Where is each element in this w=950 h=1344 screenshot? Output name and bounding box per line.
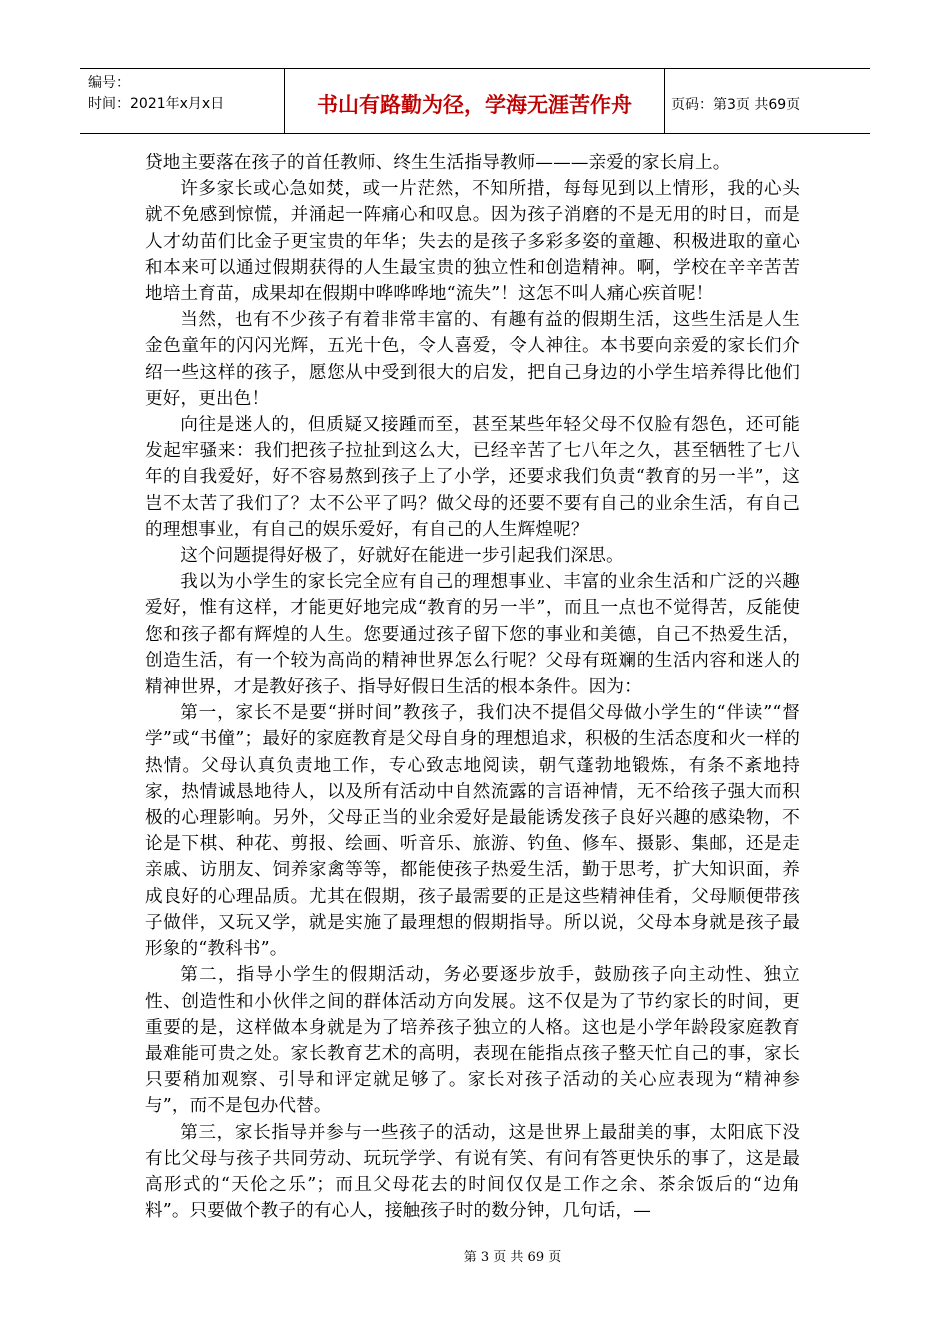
header-page-info: 页码：第3页 共69页 [671,97,801,113]
time-label: 时间：2021年x月x日 [88,96,225,112]
page-footer: 第 3 页 共 69 页 [463,1250,562,1265]
paragraph: 第三，家长指导并参与一些孩子的活动，这是世界上最甜美的事，太阳底下没有比父母与孩子共同劳动、玩玩学学、有说有笑、有问有答更快乐的事了，这是最高形式的“天伦之乐”；而且父母花去的时间仅仅是工作之余、茶余饭后的“边角料”。只要做个教子的有心人，接触孩子时的数分钟，几句话，— [145,1122,800,1222]
paragraph: 第一，家长不是要“拼时间”教孩子，我们决不提倡父母做小学生的“伴读”“督学”或“书僮”；最好的家庭教育是父母自身的理想追求，积极的生活态度和火一样的热情。父母认真负责地工作，专心致志地阅读，朝气蓬勃地锻炼，有条不紊地持家，热情诚恳地待人，以及所有活动中自然流露的言语神情，无不给孩子强大而积极的心理影响。另外，父母正当的业余爱好是最能诱发孩子良好兴趣的感染物，不论是下棋、种花、剪报、绘画、听音乐、旅游、钓鱼、修车、摄影、集邮，还是走亲戚、访朋友、饲养家禽等等，都能使孩子热爱生活，勤于思考，扩大知识面，养成良好的心理品质。尤其在假期，孩子最需要的正是这些精神佳肴，父母顺便带孩子做伴，又玩又学，就是实施了最理想的假期指导。所以说，父母本身就是孩子最形象的“教科书”。 [145,703,800,960]
document-body [145,150,800,1224]
header-motto: 书山有路勤为径，学海无涯苦作舟 [285,69,665,133]
header-meta [80,69,285,133]
paragraph: 这个问题提得好极了，好就好在能进一步引起我们深思。 [180,546,624,567]
paragraph: 许多家长或心急如焚，或一片茫然，不知所措，每每见到以上情形，我的心头就不免感到惊慌，并涌起一阵痛心和叹息。因为孩子消磨的不是无用的时日，而是人才幼苗们比金子更宝贵的年华；失去的是孩子多彩多姿的童趣、积极进取的童心和本来可以通过假期获得的人生最宝贵的独立性和创造精神。啊，学校在辛辛苦苦地培土育苗，成果却在假期中哗哗哗地“流失”！这怎不叫人痛心疾首呢！ [145,179,800,305]
page-header [80,68,870,134]
paragraph: 第二，指导小学生的假期活动，务必要逐步放手，鼓励孩子向主动性、独立性、创造性和小伙伴之间的群体活动方向发展。这不仅是为了节约家长的时间，更重要的是，这样做本身就是为了培养孩子独立的人格。这也是小学年龄段家庭教育最难能可贵之处。家长教育艺术的高明，表现在能指点孩子整天忙自己的事，家长只要稍加观察、引导和评定就足够了。家长对孩子活动的关心应表现为“精神参与”，而不是包办代替。 [145,965,800,1117]
paragraph-continuation: 贷地主要落在孩子的首任教师、终生生活指导教师———亲爱的家长肩上。 [145,153,731,173]
number-label: 编号： [88,75,130,91]
paragraph: 我以为小学生的家长完全应有自己的理想事业、丰富的业余生活和广泛的兴趣爱好，惟有这样，才能更好地完成“教育的另一半”，而且一点也不觉得苦，反能使您和孩子都有辉煌的人生。您要通过孩子留下您的事业和美德，自己不热爱生活，创造生活，有一个较为高尚的精神世界怎么行呢？父母有斑斓的生活内容和迷人的精神世界，才是教好孩子、指导好假日生活的根本条件。因为： [145,572,800,698]
paragraph: 向往是迷人的，但质疑又接踵而至，甚至某些年轻父母不仅脸有怨色，还可能发起牢骚来：我们把孩子拉扯到这么大，已经辛苦了七八年之久，甚至牺牲了七八年的自我爱好，好不容易熬到孩子上了小学，还要求我们负责“教育的另一半”，这岂不太苦了我们了？太不公平了吗？做父母的还要不要有自己的业余生活，有自己的理想事业，有自己的娱乐爱好，有自己的人生辉煌呢？ [145,415,800,540]
paragraph: 当然，也有不少孩子有着非常丰富的、有趣有益的假期生活，这些生活是人生金色童年的闪闪光辉，五光十色，令人喜爱，令人神往。本书要向亲爱的家长们介绍一些这样的孩子，愿您从中受到很大的启发，把自己身边的小学生培养得比他们更好，更出色！ [145,310,800,409]
